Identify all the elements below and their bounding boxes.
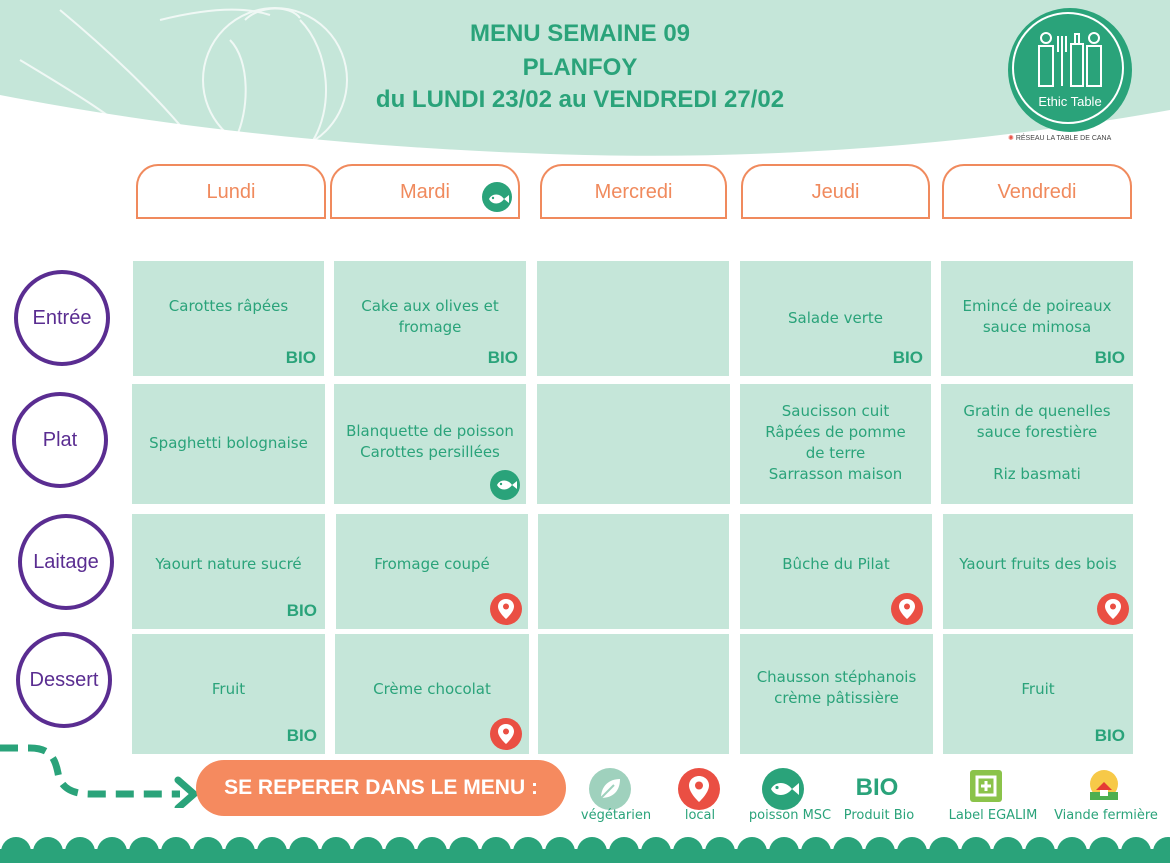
dish-name: Yaourt fruits des bois (959, 555, 1117, 573)
dish-name: Crème chocolat (373, 680, 491, 698)
location-pin-icon (891, 593, 923, 625)
dashed-arrow-icon (0, 738, 200, 808)
menu-cell (941, 384, 1133, 504)
menu-cell (740, 634, 933, 754)
menu-cell (740, 514, 932, 629)
menu-cell-empty (538, 514, 729, 629)
dish-name: Carottes râpées (168, 297, 289, 315)
location-pin-icon (678, 768, 720, 810)
location-pin-icon (1097, 593, 1129, 625)
bio-badge: BIO (286, 726, 317, 745)
legend-heading: SE REPERER DANS LE MENU : (196, 760, 566, 816)
fish-icon (482, 182, 512, 212)
dish-name: Fruit (1021, 680, 1055, 698)
dish-name: Yaourt nature sucré (155, 555, 302, 573)
network-label: RÉSEAU LA TABLE DE CANA (1015, 135, 1112, 142)
menu-cell (133, 261, 324, 376)
dish-name: Gratin de quenelles sauce forestière Riz basmati (963, 402, 1111, 483)
dish-name: Fromage coupé (374, 555, 490, 573)
farm-icon (1082, 766, 1126, 806)
menu-cell (334, 261, 526, 376)
row-label-entree: Entrée (14, 270, 110, 366)
network-caption (1008, 134, 1138, 142)
legend-label-viande: Viande fermière (1054, 808, 1158, 823)
dish-name: Spaghetti bolognaise (149, 434, 308, 452)
sun-icon: ✺ (1008, 135, 1014, 142)
day-tab-jeudi: Jeudi (741, 164, 930, 219)
egalim-icon (970, 770, 1002, 802)
fish-icon (762, 768, 804, 810)
dish-name: Chausson stéphanois crème pâtissière (756, 668, 917, 707)
bio-badge: BIO (1094, 348, 1125, 367)
chefs-icon (1034, 30, 1106, 90)
bio-text-icon: BIO (855, 774, 899, 801)
day-tab-lundi: Lundi (136, 164, 326, 219)
legend-label-local: local (684, 808, 716, 823)
menu-cell (943, 514, 1133, 629)
legend-label-egalim: Label EGALIM (948, 808, 1038, 823)
day-tab-mercredi: Mercredi (540, 164, 727, 219)
menu-cell (943, 634, 1133, 754)
legend-label-bio: Produit Bio (843, 808, 915, 823)
menu-title: MENU SEMAINE 09 (469, 20, 691, 47)
dish-name: Emincé de poireaux sauce mimosa (962, 297, 1112, 336)
menu-cell (335, 634, 529, 754)
dish-name: Blanquette de poisson Carottes persillées (346, 422, 514, 461)
bio-badge: BIO (285, 348, 316, 367)
row-label-dessert: Dessert (16, 632, 112, 728)
menu-cell (336, 514, 528, 629)
legend-label-poisson: poisson MSC (748, 808, 832, 823)
location-pin-icon (490, 718, 522, 750)
row-label-laitage: Laitage (18, 514, 114, 610)
menu-cell-empty (537, 384, 730, 504)
day-tab-mardi (330, 164, 520, 219)
dish-name: Bûche du Pilat (782, 555, 890, 573)
menu-cell-empty (537, 261, 729, 376)
bio-badge: BIO (1094, 726, 1125, 745)
menu-cell (132, 514, 325, 629)
dish-name: Saucisson cuit Râpées de pomme de terre Sarrasson maison (765, 402, 906, 483)
menu-cell (132, 384, 325, 504)
day-tab-label: Mardi (399, 181, 450, 203)
row-label-plat: Plat (12, 392, 108, 488)
bottom-wave-border (0, 836, 1170, 863)
menu-cell (334, 384, 526, 504)
dish-name: Cake aux olives et fromage (361, 297, 499, 336)
bio-badge: BIO (892, 348, 923, 367)
fish-icon (490, 470, 520, 500)
menu-cell-empty (538, 634, 729, 754)
logo-text: Ethic Table (1038, 94, 1102, 109)
bio-badge: BIO (487, 348, 518, 367)
menu-cell (132, 634, 325, 754)
ethic-table-logo (1008, 8, 1132, 132)
menu-cell (941, 261, 1133, 376)
day-tab-vendredi: Vendredi (942, 164, 1132, 219)
dish-name: Salade verte (788, 309, 883, 327)
school-name: PLANFOY (522, 54, 638, 81)
date-range: du LUNDI 23/02 au VENDREDI 27/02 (375, 86, 785, 113)
legend-label-vegetarien: végétarien (580, 808, 652, 823)
location-pin-icon (490, 593, 522, 625)
bio-badge: BIO (286, 601, 317, 620)
dish-name: Fruit (211, 680, 246, 698)
menu-cell (740, 261, 931, 376)
menu-cell (740, 384, 931, 504)
leaf-icon (589, 768, 631, 810)
